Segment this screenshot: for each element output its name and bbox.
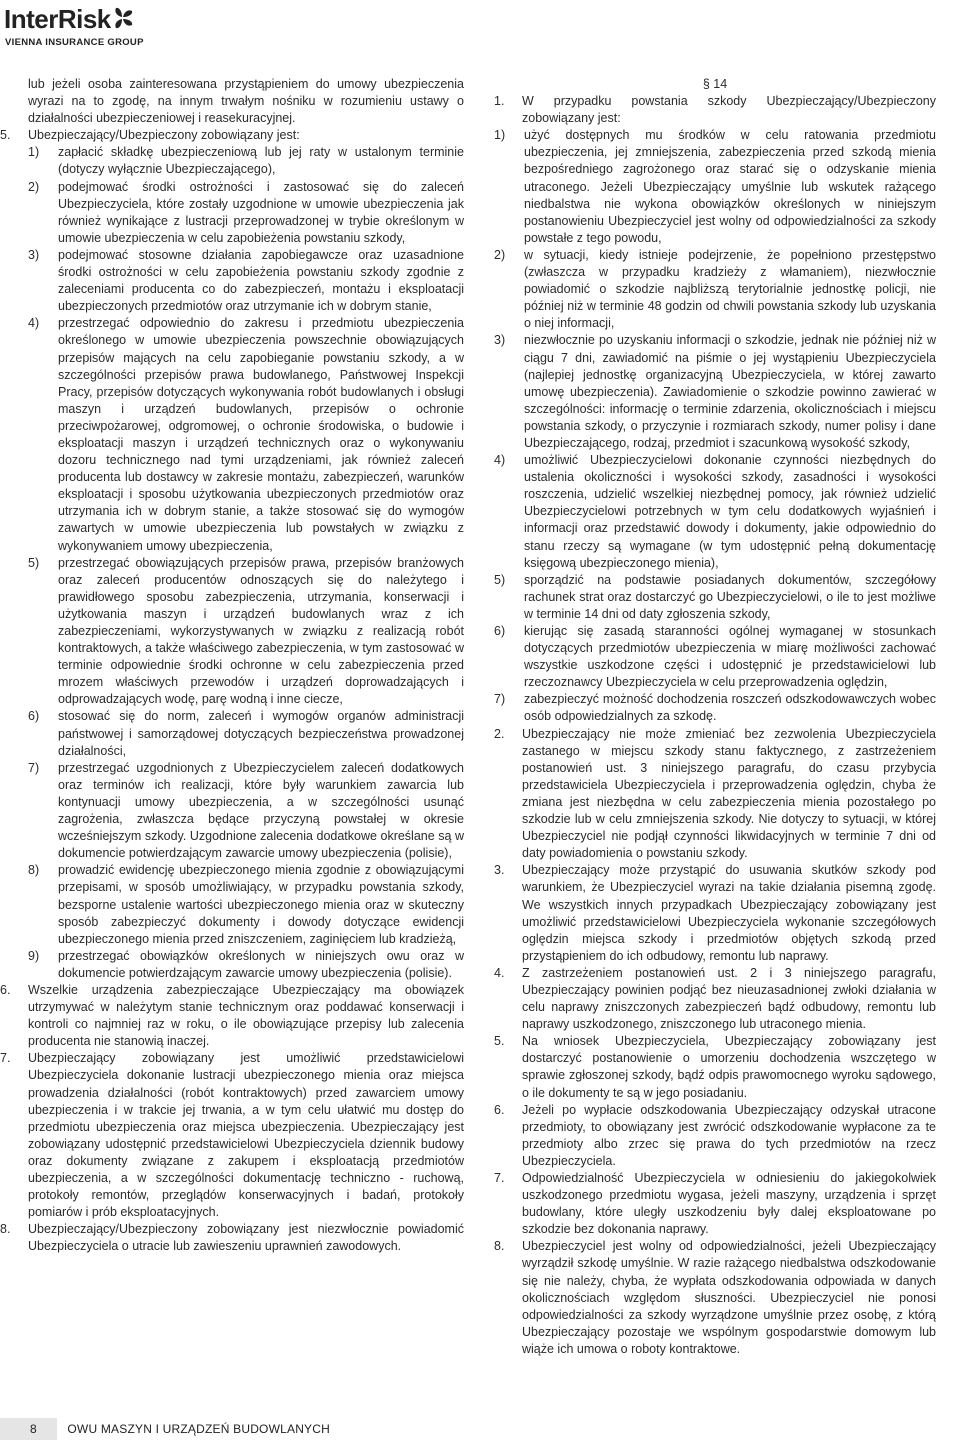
item-text: przestrzegać odpowiednio do zakresu i przedmiotu ubezpieczenia określonego w umowie ubezpieczenia powszechnie obowiązujących przepisów mających na celu zapobieganie powstaniu szkody, a w szczególności przepisów prawa budowlanego, Państwowej Inspekcji Pracy, przepisów dotyczących wykonywania robót budowlanych i obsługi maszyn i urządzeń budowlanych, przepisów o ochronie przeciwpożarowej, odgromowej, o ochronie środowiska, o budowie i eksploatacji maszyn i urządzeń technicznych oraz o wykonywaniu dozoru technicznego nad tymi urządzeniami, jak również zaleceń producenta lub dostawcy w zakresie montażu, zabezpieczeń, warunków eksploatacji i sposobu użytkowania ubezpieczonych przedmiotów oraz utrzymania ich w dobrym stanie, a także stosować się do wymogów zawartych w umowie ubezpieczenia lub powstałych w związku z wykonywaniem umowy ubezpieczenia,: [58, 316, 464, 553]
clause-number: 8.: [0, 1222, 11, 1237]
item-number: 4): [494, 453, 506, 468]
clause-number: 2.: [494, 726, 505, 741]
clause-text: Ubezpieczający/Ubezpieczony zobowiązany jest:: [28, 128, 300, 143]
clause-text: Z zastrzeżeniem postanowień ust. 2 i 3 niniejszego paragrafu, Ubezpieczający powinien podjąć bez nieuzasadnionej zwłoki działania w celu naprawy zniszczonych zabezpieczeń bądź odbudowy, remontu lub naprawy uszkodzonego, zniszczonego lub utraconego mienia.: [522, 965, 936, 1032]
item-number: 6): [28, 709, 40, 724]
clause-text: Na wniosek Ubezpieczyciela, Ubezpieczający zobowiązany jest dostarczyć postanowienie o umorzeniu dochodzenia wszczętego w sprawie zgłoszonej szkody, bądź odpis prawomocnego wyroku sądowego, o ile dokumenty te są w jego posiadaniu.: [522, 1034, 936, 1100]
clause-7: [0, 1050, 464, 1221]
section-heading: § 14: [702, 77, 728, 91]
item-text: przestrzegać obowiązków określonych w niniejszych owu oraz w dokumencie potwierdzającym zawarcie umowy ubezpieczenia (polisie).: [58, 948, 464, 980]
item-number: 5): [28, 555, 40, 570]
company-logo: [4, 2, 164, 54]
item-text: kierując się zasadą staranności ogólnej wymaganej w stosunkach dotyczących przedmiotów ubezpieczenia w miarę możliwości zachować wszystkie uszkodzone części i udostępnić je przedstawicielowi lub rzeczoznawcy Ubezpieczyciela w celu przeprowadzenia oględzin,: [524, 624, 936, 690]
clause-r2: [494, 726, 936, 863]
item-number: 6): [494, 624, 506, 638]
clause-number: 7.: [0, 1051, 11, 1066]
item-text: w sytuacji, kiedy istnieje podejrzenie, że popełniono przestępstwo (zwłaszcza w przypadku kradzieży z włamaniem), niezwłocznie powiadomić o szkodzie najbliższą terytorialnie jednostkę policji, nie później niż w terminie 48 godzin od chwili powstania szkody lub uzyskania o niej informacji,: [524, 247, 936, 331]
clause-r7: [494, 1170, 936, 1238]
intro-paragraph: lub jeżeli osoba zainteresowana przystąpieniem do umowy ubezpieczenia wyrazi na to zgodę, na innym trwałym nośniku w rozumieniu ustawy o działalności ubezpieczeniowej i reasekuracyjnej.: [28, 77, 464, 126]
clause-number: 3.: [494, 863, 505, 878]
item-text: zapłacić składkę ubezpieczeniową lub jej raty w ustalonym terminie (dotyczy wyłącznie Ubezpieczającego),: [58, 145, 464, 177]
clause-number: 1.: [494, 94, 505, 109]
clause-r8: [494, 1238, 936, 1358]
brand-subtitle: VIENNA INSURANCE GROUP: [5, 37, 144, 48]
clause-text: Ubezpieczający może przystąpić do usuwania skutków szkody pod warunkiem, że Ubezpieczyciel wyrazi na takie działania pisemną zgodę. We wszystkich innych przypadkach Ubezpieczający zobowiązany jest umożliwić przedstawicielowi Ubezpieczyciela wykonanie szczegółowych oględzin miejsca szkody i przedmiotów objętych szkodą przed przystąpieniem do ich odbudowy, remontu lub naprawy.: [522, 863, 936, 963]
item-text: umożliwić Ubezpieczycielowi dokonanie czynności niezbędnych do ustalenia okoliczności i wysokości szkody, zasadności i wysokości roszczenia, udzielić wszelkiej niezbędnej pomocy, jak również udzielić Ubezpieczycielowi potrzebnych w tym celu dodatkowych wyjaśnień i informacji oraz przedstawić dowody i dokumenty, jakie odpowiednio do stanu rzeczy są wymagane (w tym udostępnić pełną dokumentację księgową ubezpieczonego mienia),: [524, 453, 936, 570]
item-number: 1): [28, 145, 40, 160]
clause-text: Jeżeli po wypłacie odszkodowania Ubezpieczający odzyskał utracone przedmioty, to obowiązany jest zwrócić odszkodowanie wypłacone za te przedmioty albo zrzec się prawa do tych przedmiotów na rzecz Ubezpieczyciela.: [522, 1102, 936, 1168]
item-number: 7): [494, 692, 506, 707]
item-text: podejmować środki ostrożności i zastosować się do zaleceń Ubezpieczyciela, które zostały uzgodnione w umowie ubezpieczenia jak również wynikające z lustracji przeprowadzonej w trybie określonym w umowie ubezpieczenia w celu zapobieżenia powstaniu szkody,: [58, 179, 464, 245]
clause-number: 6.: [494, 1102, 505, 1117]
clause-r5: [494, 1033, 936, 1101]
clause-text: Wszelkie urządzenia zabezpieczające Ubezpieczający ma obowiązek utrzymywać w należytym stanie technicznym oraz poddawać konserwacji i kontroli co najmniej raz w roku, o ile obowiązujące przepisy lub zalecenia producenta nie stanowią inaczej.: [28, 982, 464, 1049]
item-text: stosować się do norm, zaleceń i wymogów organów administracji państwowej i samorządowej dotyczących bezpieczeństwa prowadzonej działalności,: [58, 709, 464, 758]
item-text: niezwłocznie po uzyskaniu informacji o szkodzie, jednak nie później niż w ciągu 7 dni, zawiadomić na piśmie o jej wystąpieniu Ubezpieczyciela (najlepiej jednostkę organizacyjną Ubezpieczyciela, w której zawarto umowę ubezpieczenia). Zawiadomienie o szkodzie powinno zawierać w szczególności: informację o terminie zdarzenia, okolicznościach i miejscu powstania szkody, o przyczynie i rozmiarach szkody, numer polisy i dane Ubezpieczającego, rodzaj, przedmiot i szacunkową wysokość szkody,: [524, 333, 936, 450]
clause-text: Ubezpieczający zobowiązany jest umożliwić przedstawicielowi Ubezpieczyciela dokonanie lustracji ubezpieczonego mienia oraz miejsca prowadzenia działalności (robót kontraktowych) przed zawarciem umowy ubezpieczenia i w trakcie jej trwania, a w tym celu ułatwić mu dostęp do przedmiotu ubezpieczenia oraz miejsca ubezpieczenia. Ubezpieczający jest zobowiązany udostępnić przedstawicielowi Ubezpieczyciela dziennik budowy oraz dokumenty związane z zakupem i eksploatacją przedmiotów ubezpieczenia, a w szczególności dokumentację techniczno - ruchową, protokoły remontów, przeglądów konserwacyjnych i badań, protokoły pomiarów i prób eksploatacyjnych.: [28, 1051, 464, 1220]
clause-r4: [494, 965, 936, 1033]
clause-r3: [494, 862, 936, 965]
item-text: przestrzegać obowiązujących przepisów prawa, przepisów branżowych oraz zaleceń producentów odnoszących się do należytego i prawidłowego sposobu zabezpieczenia, utrzymania, konserwacji i użytkowania maszyn i urządzeń budowlanych wraz z ich zabezpieczeniami, wykorzystywanych w związku z realizacją robót kontraktowych, a także właściwego zabezpieczenia, w tym zastosować w terminie odpowiednie środki ochronne w celu zabezpieczenia przed mrozem właściwych przewodów i urządzeń doprowadzających i odprowadzających wodę, parę wodną i inne ciecze,: [58, 555, 464, 707]
clause-text: W przypadku powstania szkody Ubezpieczający/Ubezpieczony zobowiązany jest:: [522, 94, 936, 126]
clause-5: [0, 127, 464, 982]
item-text: zabezpieczyć możność dochodzenia roszczeń odszkodowawczych wobec osób odpowiedzialnych za szkodę.: [524, 692, 936, 724]
clause-text: Odpowiedzialność Ubezpieczyciela w odniesieniu do jakiegokolwiek uszkodzonego przedmiotu wygasa, jeżeli maszyny, urządzenia i sprzęt budowlany, które uległy uszkodzeniu były dalej eksploatowane po szkodzie bez dokonania naprawy.: [522, 1171, 936, 1237]
item-number: 9): [28, 948, 40, 963]
page-footer: [0, 1418, 330, 1440]
item-number: 8): [28, 863, 40, 878]
right-column: [494, 76, 936, 1358]
clause-number: 6.: [0, 982, 11, 997]
item-number: 7): [28, 760, 40, 775]
clause-number: 4.: [494, 965, 505, 980]
item-number: 4): [28, 316, 40, 331]
item-text: sporządzić na podstawie posiadanych dokumentów, szczegółowy rachunek strat oraz dostarczyć go Ubezpieczycielowi, o ile to jest możliwe w terminie 14 dni od daty zgłoszenia szkody,: [524, 572, 936, 621]
clause-number: 5.: [494, 1034, 505, 1049]
item-number: 2): [28, 179, 40, 194]
clause-r1: [494, 93, 936, 725]
item-number: 5): [494, 572, 506, 587]
clover-logo-icon: [108, 4, 136, 32]
item-text: prowadzić ewidencję ubezpieczonego mienia zgodnie z obowiązującymi przepisami, w sposób umożliwiający, w przypadku powstania szkody, bezsporne ustalenie wartości ubezpieczonego mienia oraz w skuteczny sposób zabezpieczyć dokumenty i dowody dotyczące ewidencji ubezpieczonego mienia przed zniszczeniem, zaginięciem lub kradzieżą,: [58, 863, 464, 946]
item-text: podejmować stosowne działania zapobiegawcze oraz uzasadnione środki ostrożności w celu zapobieżenia powstaniu szkody zgodnie z zaleceniami producenta co do zabezpieczeń, montażu i eksploatacji ubezpieczonych przedmiotów oraz utrzymanie ich w dobrym stanie,: [58, 247, 464, 314]
clause-text: Ubezpieczający nie może zmieniać bez zezwolenia Ubezpieczyciela zastanego w miejscu szkody stanu faktycznego, z zastrzeżeniem postanowień ust. 3 niniejszego paragrafu, do czasu przybycia przedstawiciela Ubezpieczyciela i przeprowadzenia oględzin, chyba że zmiana jest niezbędna w celu zabezpieczenia mienia pozostałego po szkodzie lub w celu zmniejszenia szkody. Nie dotyczy to sytuacji, w której Ubezpieczyciel nie podjął czynności likwidacyjnych w terminie 7 dni od daty powiadomienia o powstaniu szkody.: [522, 726, 936, 861]
clause-text: Ubezpieczający/Ubezpieczony zobowiązany jest niezwłocznie powiadomić Ubezpieczyciela o utracie lub zawieszeniu uprawnień zawodowych.: [28, 1222, 464, 1254]
item-number: 2): [494, 247, 506, 262]
clause-r6: [494, 1102, 936, 1170]
clause-text: Ubezpieczyciel jest wolny od odpowiedzialności, jeżeli Ubezpieczający wyrządził szkodę umyślnie. W razie rażącego niedbalstwa odszkodowanie się nie należy, chyba, że wypłata odszkodowania odpowiada w danych okolicznościach względom słuszności. Ubezpieczyciel nie ponosi odpowiedzialności za szkody wyrządzone umyślnie przez osobę, z którą Ubezpieczający pozostaje we wspólnym gospodarstwie domowym lub wiąże ich umowa o roboty kontraktowe.: [522, 1239, 936, 1356]
left-column: [0, 76, 464, 1255]
clause-8: [0, 1221, 464, 1255]
item-number: 3): [28, 247, 40, 262]
item-number: 3): [494, 333, 506, 348]
clause-number: 8.: [494, 1239, 505, 1254]
clause-number: 7.: [494, 1171, 505, 1185]
item-number: 1): [494, 128, 506, 143]
clause-number: 5.: [0, 128, 11, 143]
item-text: przestrzegać uzgodnionych z Ubezpieczycielem zaleceń dodatkowych oraz terminów ich realizacji, które były warunkiem zawarcia lub kontynuacji umowy ubezpieczenia, a w szczególności usunąć zagrożenia, zwłaszcza będące przyczyną powstałej w okresie wcześniejszym szkody. Uzgodnione zalecenia dodatkowe określane są w dokumencie potwierdzającym zawarcie umowy ubezpieczenia (polisie),: [58, 760, 464, 861]
page-number: 8: [0, 1418, 57, 1440]
item-text: użyć dostępnych mu środków w celu ratowania przedmiotu ubezpieczenia, jej zmniejszenia, zabezpieczenia przed szkodą mienia bezpośredniego zagrożonego oraz starać się o odzyskanie mienia utraconego. Jeżeli Ubezpieczający umyślnie lub wskutek rażącego niedbalstwa nie wykona obowiązków określonych w niniejszym postanowieniu Ubezpieczyciel jest wolny od odpowiedzialności za szkody powstałe z tego powodu,: [524, 128, 936, 245]
brand-name: InterRisk: [4, 4, 111, 34]
clause-6: [0, 982, 464, 1050]
document-title: OWU MASZYN I URZĄDZEŃ BUDOWLANYCH: [67, 1422, 330, 1436]
